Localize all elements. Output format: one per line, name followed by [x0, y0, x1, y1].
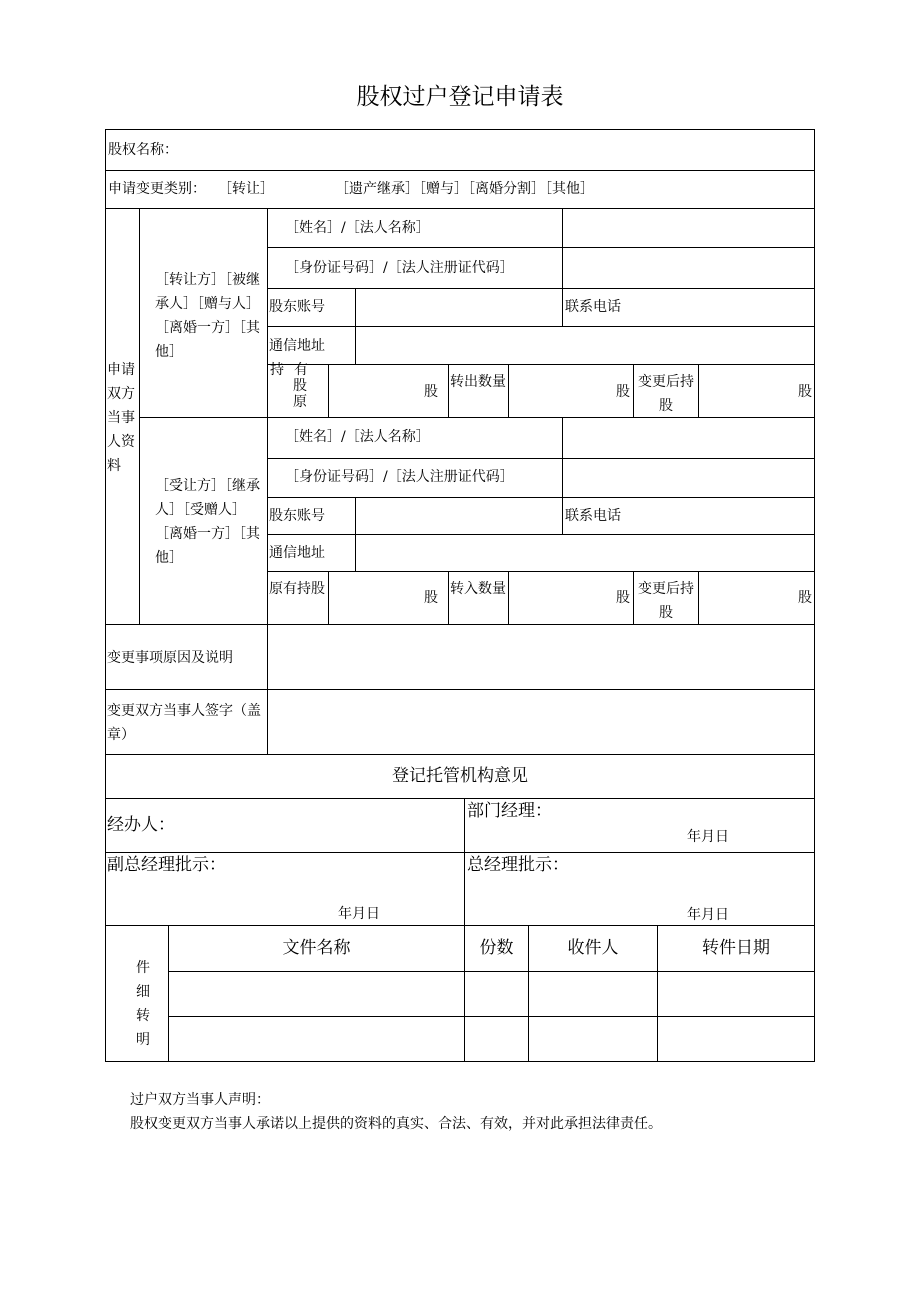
transferor-role-label: ［转让方］［被继承人］［赠与人］［离婚一方］［其他］: [155, 272, 260, 360]
parties-section-label: 申请双方当事人资料: [107, 362, 135, 474]
change-type-label: 申请变更类别：: [108, 181, 206, 197]
transferee-qty-unit: 股: [616, 590, 630, 606]
transferee-account-label: 股东账号: [269, 508, 325, 524]
doc-section-label: 件细转明: [136, 960, 150, 1048]
transferor-after-unit: 股: [798, 384, 812, 400]
transferor-id-label: ［身份证号码］/［法人注册证代码］: [285, 260, 514, 276]
dept-manager-date: 年月日: [687, 829, 729, 845]
transferee-address-label: 通信地址: [269, 545, 325, 561]
transferee-qty-label: 转入数量: [450, 581, 506, 597]
transferor-address-label: 通信地址: [269, 338, 325, 354]
doc-header-recipient: 收件人: [567, 938, 619, 958]
declaration-text: 股权变更双方当事人承诺以上提供的资料的真实、合法、有效，并对此承担法律责任。: [130, 1116, 662, 1132]
dept-manager-label: 部门经理：: [467, 801, 552, 821]
transferee-name-label: ［姓名］/［法人名称］: [285, 429, 430, 445]
vice-gm-label: 副总经理批示：: [107, 855, 226, 875]
transferor-phone-label: 联系电话: [565, 299, 621, 315]
transferee-id-label: ［身份证号码］/［法人注册证代码］: [285, 469, 514, 485]
transferee-phone-label: 联系电话: [565, 508, 621, 524]
share-name-label: 股权名称：: [108, 142, 178, 158]
doc-header-copies: 份数: [479, 938, 514, 958]
transferee-hold-label: 原有持股: [269, 581, 325, 597]
transferee-role-label: ［受让方］［继承人］［受赠人］［离婚一方］［其他］: [155, 478, 260, 566]
gm-label: 总经理批示：: [467, 855, 569, 875]
transferor-hold-char-3: 股: [293, 378, 307, 394]
vice-gm-date: 年月日: [338, 906, 380, 922]
transferor-hold-char-2: 有: [294, 362, 308, 378]
handler-label: 经办人：: [107, 815, 175, 835]
doc-header-name: 文件名称: [282, 938, 351, 958]
transferor-qty-unit: 股: [616, 384, 630, 400]
transferee-after-unit: 股: [798, 590, 812, 606]
page-title: 股权过户登记申请表: [356, 84, 564, 110]
signature-label: 变更双方当事人签字（盖章）: [107, 703, 261, 743]
transferee-hold-unit: 股: [424, 590, 438, 606]
opinion-section-title: 登记托管机构意见: [392, 766, 528, 786]
change-reason-label: 变更事项原因及说明: [107, 650, 233, 666]
transferor-hold-char-1: 持: [270, 362, 284, 378]
transferor-hold-char-4: 原: [293, 394, 307, 410]
doc-header-date: 转件日期: [702, 938, 770, 958]
change-type-transfer-option[interactable]: ［转让］: [218, 181, 274, 197]
transferor-hold-label: [270, 362, 308, 410]
transferor-qty-label: 转出数量: [450, 374, 506, 390]
transferor-name-label: ［姓名］/［法人名称］: [285, 220, 430, 236]
transferor-after-label: 变更后持股: [638, 374, 694, 414]
declaration-title: 过户双方当事人声明：: [130, 1092, 270, 1108]
transferor-hold-unit: 股: [424, 384, 438, 400]
gm-date: 年月日: [687, 907, 729, 923]
transferee-after-label: 变更后持股: [638, 581, 694, 621]
change-type-other-options[interactable]: ［遗产继承］［赠与］［离婚分割］［其他］: [335, 181, 594, 197]
transferor-account-label: 股东账号: [269, 299, 325, 315]
